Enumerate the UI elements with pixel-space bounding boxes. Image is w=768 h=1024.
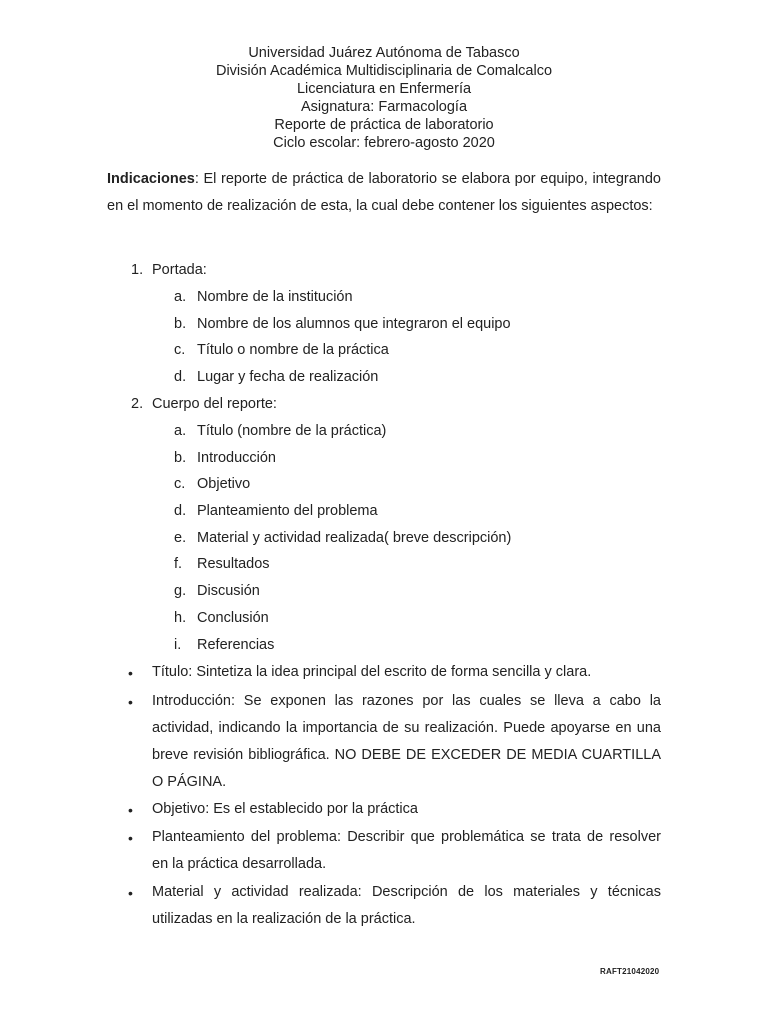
sub-item: Resultados (197, 556, 270, 572)
header-school-cycle: Ciclo escolar: febrero-agosto 2020 (273, 135, 495, 151)
bullet-marker: • (128, 802, 133, 818)
sub-item: Material y actividad realizada( breve descripción) (197, 530, 512, 546)
list-item-label: Portada: (152, 262, 207, 278)
sub-marker: f. (174, 556, 183, 572)
sub-marker: c. (174, 342, 186, 358)
sub-marker: b. (174, 316, 187, 332)
bullet-marker: • (128, 665, 133, 681)
header-division: División Académica Multidisciplinaria de Comalcalco (215, 63, 553, 79)
sub-item: Discusión (197, 583, 260, 599)
sub-item: Título (nombre de la práctica) (197, 423, 387, 439)
sub-marker: a. (174, 423, 187, 439)
instructions-text: : El reporte de práctica de laboratorio se elabora por equipo, integrando en el momento de realización de esta, la cual debe contener los siguientes aspectos: (107, 171, 661, 214)
sub-marker: d. (174, 503, 187, 519)
sub-item: Nombre de los alumnos que integraron el equipo (197, 316, 511, 332)
document-header (0, 44, 768, 152)
sub-marker: h. (174, 610, 187, 626)
sub-item: Título o nombre de la práctica (197, 342, 389, 358)
sub-marker: a. (174, 289, 187, 305)
bullet-material: Material y actividad realizada: Descripción de los materiales y técnicas utilizadas en la realización de la práctica. (152, 884, 661, 927)
list-marker: 1. (131, 262, 144, 278)
list-marker: 2. (131, 396, 144, 412)
header-program: Licenciatura en Enfermería (296, 81, 472, 97)
list-item-label: Cuerpo del reporte: (152, 396, 277, 412)
footer-code: RAFT21042020 (600, 967, 660, 976)
list-item-portada (131, 262, 143, 278)
bullet-marker: • (128, 694, 133, 710)
bullet-marker: • (128, 885, 133, 901)
sub-item: Nombre de la institución (197, 289, 353, 305)
header-subject: Asignatura: Farmacología (300, 99, 468, 115)
sub-item: Lugar y fecha de realización (197, 369, 379, 385)
bullet-planteamiento: Planteamiento del problema: Describir que problemática se trata de resolver en la práctica desarrollada. (152, 829, 661, 872)
sub-marker: g. (174, 583, 187, 599)
sub-item: Objetivo (197, 476, 251, 492)
sub-item: Introducción (197, 450, 276, 466)
sub-marker: c. (174, 476, 186, 492)
bullet-marker: • (128, 830, 133, 846)
sub-marker: b. (174, 450, 187, 466)
sub-marker: d. (174, 369, 187, 385)
header-university: Universidad Juárez Autónoma de Tabasco (248, 45, 520, 61)
instructions-label: Indicaciones (107, 171, 195, 187)
bullet-introduccion: Introducción: Se exponen las razones por las cuales se lleva a cabo la actividad, indicando la importancia de su realización. Puede apoyarse en una breve revisión bibliográfica. NO DEBE DE EXCEDER DE MEDIA CUARTILLA O PÁGINA. (152, 693, 661, 790)
sub-marker: i. (174, 637, 182, 653)
sub-item: Conclusión (197, 610, 269, 626)
sub-marker: e. (174, 530, 187, 546)
instructions-paragraph (107, 166, 661, 220)
sub-item: Referencias (197, 637, 275, 653)
bullet-objetivo: Objetivo: Es el establecido por la práctica (152, 801, 418, 817)
bullet-titulo: Título: Sintetiza la idea principal del escrito de forma sencilla y clara. (152, 664, 592, 680)
sub-item: Planteamiento del problema (197, 503, 378, 519)
header-report-type: Reporte de práctica de laboratorio (274, 117, 494, 133)
